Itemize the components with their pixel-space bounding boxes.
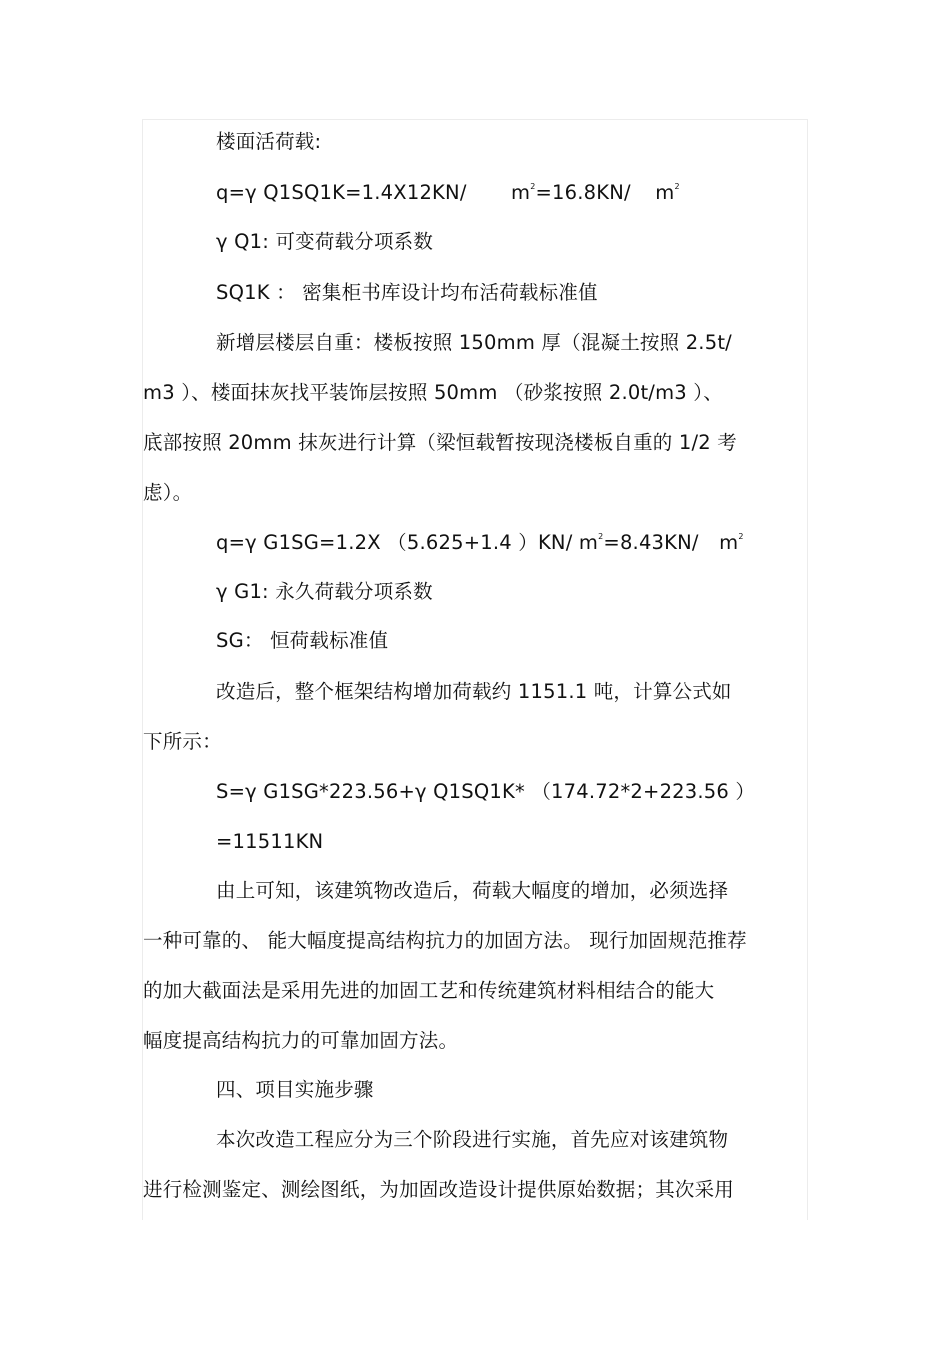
s-formula: S=γ G1SG*223.56+γ Q1SQ1K* （174.72*2+223.56 ） (216, 780, 756, 803)
unit-m: m (578, 531, 599, 554)
unit-m: m (655, 181, 675, 204)
conclusion-line-4: 幅度提高结构抗力的可靠加固方法。 (143, 1029, 459, 1052)
steps-line-2: 进行检测鉴定、测绘图纸，为加固改造设计提供原始数据；其次采用 (143, 1178, 735, 1201)
dead-load-formula-part-a: q=γ G1SG=1.2X （5.625+1.4 ）KN/ (216, 531, 573, 554)
self-weight-line-1: 新增层楼层自重：楼板按照 150mm 厚（混凝土按照 2.5t/ (216, 331, 732, 354)
steps-line-1: 本次改造工程应分为三个阶段进行实施，首先应对该建筑物 (216, 1128, 729, 1151)
increase-line-2: 下所示： (143, 730, 222, 753)
live-load-formula-part-b: =16.8KN/ (535, 181, 631, 204)
conclusion-line-1: 由上可知，该建筑物改造后，荷载大幅度的增加，必须选择 (216, 879, 729, 902)
live-load-title: 楼面活荷载: (216, 130, 322, 153)
unit-m: m (719, 531, 739, 554)
live-load-formula-part-a: q=γ Q1SQ1K=1.4X12KN/ (216, 181, 467, 204)
superscript-2: 2 (674, 182, 680, 191)
s-result: =11511KN (216, 830, 324, 853)
live-load-formula (216, 180, 806, 206)
superscript-2: 2 (738, 532, 744, 541)
self-weight-line-3: 底部按照 20mm 抹灰进行计算（梁恒载暂按现浇楼板自重的 1/2 考 (143, 431, 737, 454)
gamma-g1-definition: γ G1: 永久荷载分项系数 (216, 580, 433, 603)
increase-line-1: 改造后，整个框架结构增加荷载约 1151.1 吨，计算公式如 (216, 680, 732, 703)
sq1k-definition: SQ1K ： 密集柜书库设计均布活荷载标准值 (216, 281, 598, 304)
self-weight-line-4: 虑）。 (143, 481, 193, 504)
conclusion-line-3: 的加大截面法是采用先进的加固工艺和传统建筑材料相结合的能大 (143, 979, 715, 1002)
dead-load-formula (216, 530, 806, 556)
dead-load-formula-part-b: =8.43KN/ (603, 531, 699, 554)
superscript-2: 2 (530, 182, 536, 191)
unit-m: m (511, 181, 531, 204)
sg-definition: SG： 恒荷载标准值 (216, 629, 389, 652)
superscript-2: 2 (598, 532, 604, 541)
conclusion-line-2: 一种可靠的、 能大幅度提高结构抗力的加固方法。 现行加固规范推荐 (143, 929, 747, 952)
gamma-q1-definition: γ Q1: 可变荷载分项系数 (216, 230, 434, 253)
section-heading: 四、项目实施步骤 (216, 1078, 374, 1101)
self-weight-line-2: m3 ）、楼面抹灰找平装饰层按照 50mm （砂浆按照 2.0t/m3 ）、 (143, 381, 723, 404)
